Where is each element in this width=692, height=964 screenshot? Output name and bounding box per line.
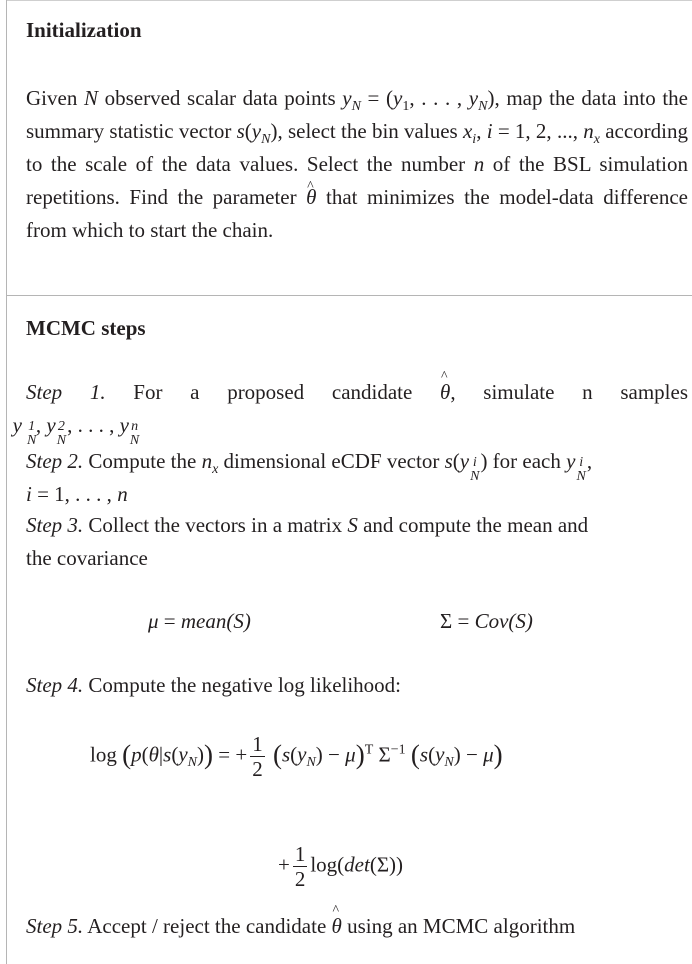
mean-formula: μ = mean(S) [148, 609, 251, 633]
step1-label: Step 1. [26, 380, 106, 404]
log-likelihood-formula: $\log (p(\theta|s(y_N))$ = + $\frac{1}{2}$ $(s(y_N) - \mu)^T$ $\Sigma^{-1}$ $(s(y_N) - \mu)$ [90, 732, 503, 781]
step4-label: Step 4. [26, 673, 84, 697]
step4-line: Step 4. Compute the negative log likelihood: [26, 673, 402, 697]
covariance-formula: Σ = Cov(S) [440, 609, 533, 633]
initialization-heading: Initialization [26, 18, 142, 42]
step3-line: Step 3. Collect the vectors in a matrix S and compute the mean and [26, 513, 589, 537]
initialization-paragraph: Given N observed scalar data points $y_N = (y_1$, . . . , $y_N$), map the data into the summary statistic vector $s(y_N)$, select the bin values $x_i$, i = 1, 2, ..., $n_x$ according to the scale of the data values. Select the number n of the BSL simulation repetitions. Find the parameter ^ θ that minimizes the model-data difference from which to start the chain. [26, 82, 688, 247]
step2-range: i = 1, . . . , n [26, 482, 128, 506]
step5-line: Step 5. Accept / reject the candidate ^ θ using an MCMC algorithm [26, 914, 575, 939]
step3-line2: the covariance [26, 546, 148, 570]
section-divider [6, 295, 692, 296]
mcmc-steps-heading: MCMC steps [26, 316, 146, 340]
step1-line: Step 1. For a proposed candidate ^ θ, simulate n samples [26, 380, 688, 405]
left-border [6, 0, 7, 964]
log-determinant-term: + $\frac{1}{2}$ log(det(Σ)) [278, 842, 404, 891]
top-border [6, 0, 692, 1]
step2-label: Step 2. [26, 449, 84, 473]
step3-label: Step 3. [26, 513, 84, 537]
step5-label: Step 5. [26, 914, 84, 938]
step1-samples: 1 N y , y 2 N , . . . , y n N [12, 413, 140, 448]
step2-line: Step 2. Compute the $n_x$ dimensional eCDF vector s(y i N ) for each y i N , [26, 449, 593, 484]
